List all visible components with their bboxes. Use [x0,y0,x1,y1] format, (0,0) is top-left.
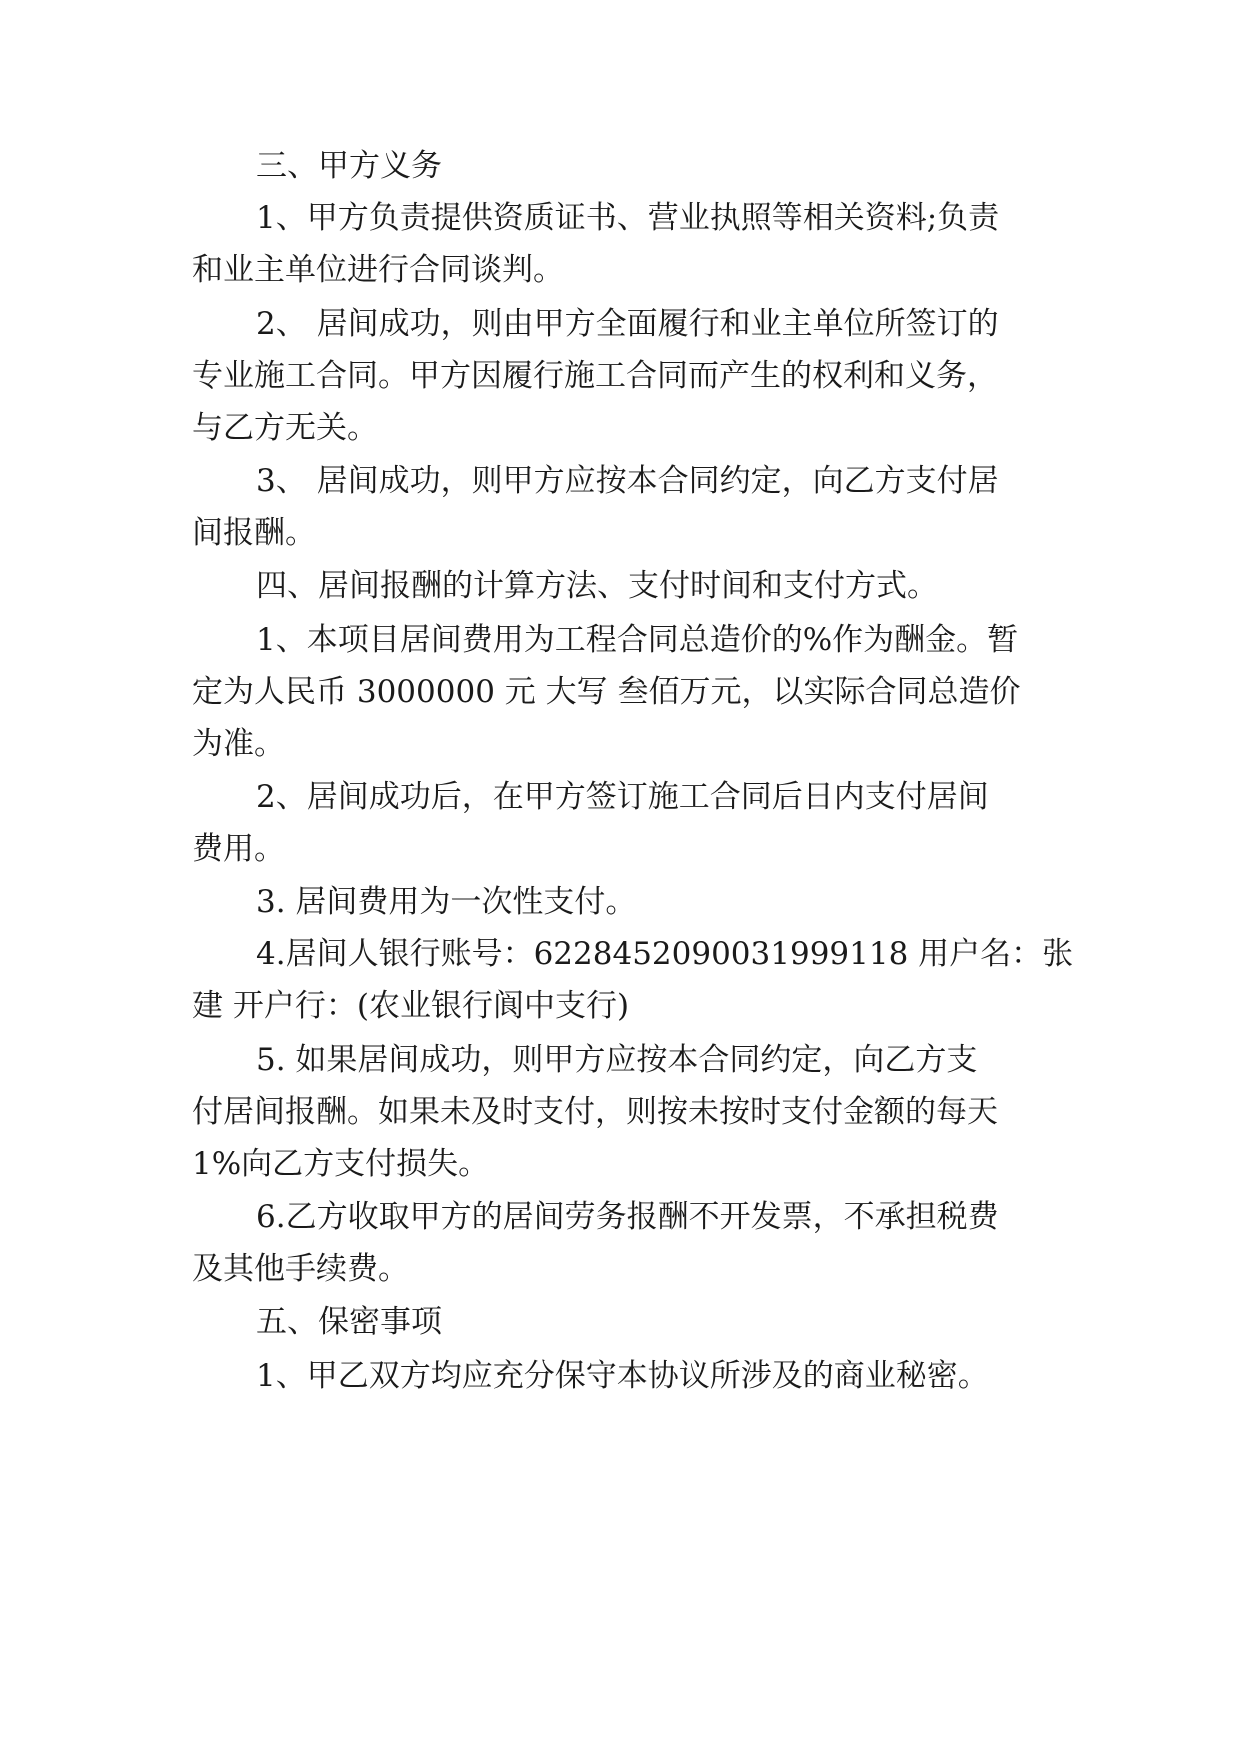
paragraph-line: 3、 居间成功，则甲方应按本合同约定，向乙方支付居 [256,463,999,499]
paragraph-line: 5. 如果居间成功，则甲方应按本合同约定，向乙方支 [256,1042,978,1078]
paragraph-line: 与乙方无关。 [192,410,378,446]
paragraph-line: 及其他手续费。 [192,1251,409,1287]
paragraph-line: 3. 居间费用为一次性支付。 [256,884,637,920]
paragraph-line: 建 开户行：(农业银行阆中支行) [192,988,630,1024]
paragraph-line: 费用。 [192,831,285,867]
paragraph-line: 1、甲乙双方均应充分保守本协议所涉及的商业秘密。 [256,1358,989,1394]
section-heading-remuneration: 四、居间报酬的计算方法、支付时间和支付方式。 [256,568,938,604]
paragraph-line: 为准。 [192,726,285,762]
paragraph-line: 和业主单位进行合同谈判。 [192,252,564,288]
paragraph-line: 4.居间人银行账号：6228452090031999118 用户名：张 [256,936,1074,972]
paragraph-line: 6.乙方收取甲方的居间劳务报酬不开发票，不承担税费 [256,1199,999,1235]
paragraph-line: 1、甲方负责提供资质证书、营业执照等相关资料;负责 [256,200,1000,236]
paragraph-line: 1%向乙方支付损失。 [192,1146,490,1182]
paragraph-line: 定为人民币 3000000 元 大写 叁佰万元，以实际合同总造价 [192,674,1021,710]
paragraph-line: 间报酬。 [192,515,316,551]
section-heading-obligations: 三、甲方义务 [256,148,442,184]
paragraph-line: 1、本项目居间费用为工程合同总造价的%作为酬金。暂 [256,622,1019,658]
paragraph-line: 2、居间成功后，在甲方签订施工合同后日内支付居间 [256,779,989,815]
paragraph-line: 专业施工合同。甲方因履行施工合同而产生的权利和义务， [192,358,998,394]
paragraph-line: 2、 居间成功，则由甲方全面履行和业主单位所签订的 [256,306,999,342]
paragraph-line: 付居间报酬。如果未及时支付，则按未按时支付金额的每天 [192,1094,998,1130]
section-heading-confidentiality: 五、保密事项 [256,1304,442,1340]
